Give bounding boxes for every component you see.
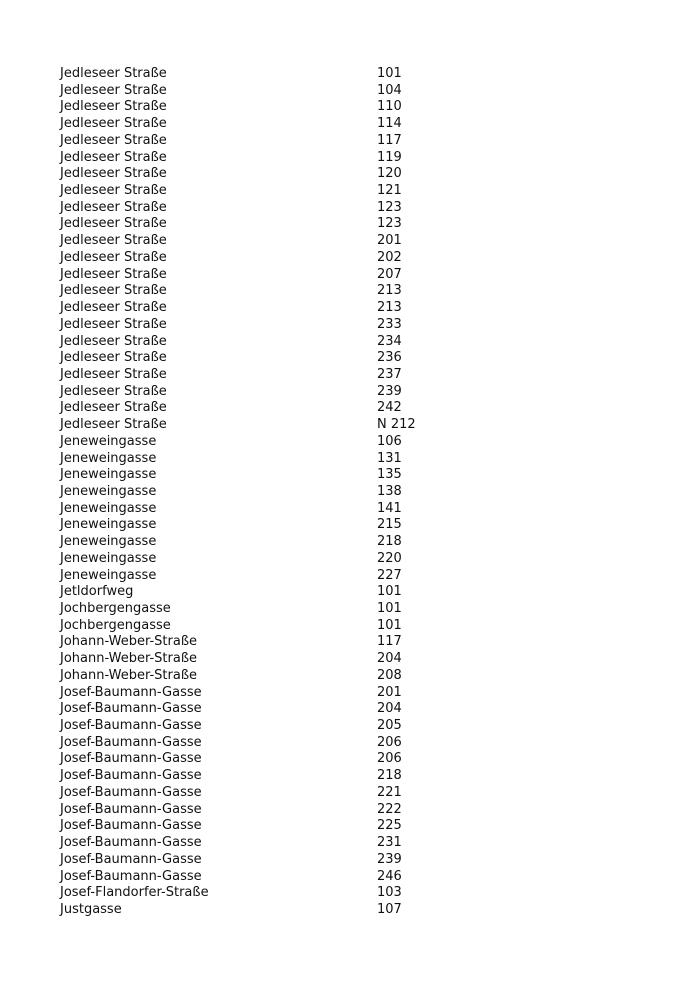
list-item — [60, 233, 660, 250]
list-item — [60, 685, 660, 702]
list-item — [60, 66, 660, 83]
list-item — [60, 718, 660, 735]
list-item — [60, 83, 660, 100]
house-number: 106 — [377, 433, 402, 449]
street-name: Jedleseer Straße — [60, 216, 167, 232]
list-item — [60, 751, 660, 768]
list-item — [60, 534, 660, 551]
list-item — [60, 384, 660, 401]
house-number: 135 — [377, 467, 402, 483]
house-number: 233 — [377, 316, 402, 332]
street-name: Jeneweingasse — [60, 483, 157, 499]
street-name: Josef-Baumann-Gasse — [60, 801, 202, 817]
list-item — [60, 250, 660, 267]
street-name: Josef-Baumann-Gasse — [60, 718, 202, 734]
list-item — [60, 501, 660, 518]
street-name: Jedleseer Straße — [60, 283, 167, 299]
list-item — [60, 835, 660, 852]
street-name: Josef-Baumann-Gasse — [60, 851, 202, 867]
house-number: 222 — [377, 801, 402, 817]
list-item — [60, 668, 660, 685]
list-item — [60, 785, 660, 802]
list-item — [60, 517, 660, 534]
street-name: Jedleseer Straße — [60, 183, 167, 199]
house-number: 204 — [377, 651, 402, 667]
street-name: Jedleseer Straße — [60, 383, 167, 399]
house-number: 110 — [377, 99, 402, 115]
list-item — [60, 417, 660, 434]
house-number: 101 — [377, 584, 402, 600]
list-item — [60, 200, 660, 217]
list-item — [60, 618, 660, 635]
house-number: 234 — [377, 333, 402, 349]
street-name: Jeneweingasse — [60, 450, 157, 466]
list-item — [60, 634, 660, 651]
house-number: 206 — [377, 751, 402, 767]
street-name: Johann-Weber-Straße — [60, 667, 198, 683]
house-number: 101 — [377, 66, 402, 81]
list-item — [60, 300, 660, 317]
street-name: Jetldorfweg — [60, 584, 134, 600]
list-item — [60, 768, 660, 785]
street-name: Jedleseer Straße — [60, 66, 167, 81]
house-number: 117 — [377, 634, 402, 650]
house-number: 141 — [377, 500, 402, 516]
list-item — [60, 166, 660, 183]
house-number: 220 — [377, 550, 402, 566]
house-number: 117 — [377, 132, 402, 148]
list-item — [60, 317, 660, 334]
house-number: 120 — [377, 166, 402, 182]
house-number: 201 — [377, 233, 402, 249]
list-item — [60, 601, 660, 618]
list-item — [60, 885, 660, 902]
street-name: Jedleseer Straße — [60, 199, 167, 215]
street-name: Josef-Baumann-Gasse — [60, 868, 202, 884]
street-name: Jeneweingasse — [60, 534, 157, 550]
house-number: 131 — [377, 450, 402, 466]
list-item — [60, 216, 660, 233]
house-number: 218 — [377, 768, 402, 784]
street-name: Josef-Baumann-Gasse — [60, 835, 202, 851]
list-item — [60, 400, 660, 417]
list-item — [60, 802, 660, 819]
street-name: Jedleseer Straße — [60, 149, 167, 165]
street-name: Jeneweingasse — [60, 433, 157, 449]
house-number: N 212 — [377, 417, 416, 433]
list-item — [60, 116, 660, 133]
house-number: 101 — [377, 601, 402, 616]
house-number: 206 — [377, 734, 402, 750]
list-item — [60, 451, 660, 468]
house-number: 138 — [377, 483, 402, 499]
street-list — [60, 66, 660, 919]
house-number: 246 — [377, 868, 402, 884]
list-item — [60, 869, 660, 886]
street-name: Jedleseer Straße — [60, 266, 167, 282]
house-number: 208 — [377, 667, 402, 683]
street-name: Jedleseer Straße — [60, 233, 167, 249]
list-item — [60, 467, 660, 484]
house-number: 204 — [377, 701, 402, 717]
street-name: Jedleseer Straße — [60, 417, 167, 433]
list-item — [60, 267, 660, 284]
house-number: 205 — [377, 718, 402, 734]
house-number: 103 — [377, 885, 402, 901]
street-name: Jedleseer Straße — [60, 350, 167, 366]
street-name: Jedleseer Straße — [60, 400, 167, 416]
street-name: Johann-Weber-Straße — [60, 651, 198, 667]
street-name: Josef-Baumann-Gasse — [60, 751, 202, 767]
house-number: 107 — [377, 901, 402, 917]
house-number: 239 — [377, 851, 402, 867]
street-name: Jedleseer Straße — [60, 82, 167, 98]
list-item — [60, 484, 660, 501]
street-name: Jochbergengasse — [60, 601, 171, 616]
house-number: 218 — [377, 534, 402, 550]
house-number: 221 — [377, 784, 402, 800]
list-item — [60, 701, 660, 718]
list-item — [60, 367, 660, 384]
list-item — [60, 99, 660, 116]
street-name: Jedleseer Straße — [60, 300, 167, 316]
list-item — [60, 150, 660, 167]
list-item — [60, 902, 660, 919]
street-name: Jedleseer Straße — [60, 333, 167, 349]
house-number: 104 — [377, 82, 402, 98]
street-name: Josef-Baumann-Gasse — [60, 734, 202, 750]
street-name: Jeneweingasse — [60, 467, 157, 483]
house-number: 225 — [377, 818, 402, 834]
house-number: 201 — [377, 684, 402, 700]
street-name: Jedleseer Straße — [60, 116, 167, 132]
house-number: 101 — [377, 617, 402, 633]
street-name: Jeneweingasse — [60, 517, 157, 533]
house-number: 114 — [377, 116, 402, 132]
list-item — [60, 551, 660, 568]
list-item — [60, 133, 660, 150]
street-name: Jedleseer Straße — [60, 316, 167, 332]
house-number: 236 — [377, 350, 402, 366]
house-number: 123 — [377, 199, 402, 215]
house-number: 213 — [377, 283, 402, 299]
house-number: 207 — [377, 266, 402, 282]
house-number: 123 — [377, 216, 402, 232]
list-item — [60, 334, 660, 351]
list-item — [60, 852, 660, 869]
house-number: 119 — [377, 149, 402, 165]
list-item — [60, 350, 660, 367]
list-item — [60, 735, 660, 752]
street-name: Jeneweingasse — [60, 550, 157, 566]
house-number: 202 — [377, 249, 402, 265]
house-number: 237 — [377, 366, 402, 382]
house-number: 213 — [377, 300, 402, 316]
street-name: Jochbergengasse — [60, 617, 171, 633]
list-item — [60, 584, 660, 601]
street-name: Jeneweingasse — [60, 567, 157, 583]
list-item — [60, 568, 660, 585]
house-number: 239 — [377, 383, 402, 399]
street-name: Jeneweingasse — [60, 500, 157, 516]
street-name: Josef-Baumann-Gasse — [60, 784, 202, 800]
list-item — [60, 818, 660, 835]
street-name: Josef-Baumann-Gasse — [60, 684, 202, 700]
list-item — [60, 434, 660, 451]
street-name: Johann-Weber-Straße — [60, 634, 198, 650]
house-number: 121 — [377, 183, 402, 199]
street-name: Josef-Baumann-Gasse — [60, 701, 202, 717]
street-name: Josef-Flandorfer-Straße — [60, 885, 209, 901]
street-name: Josef-Baumann-Gasse — [60, 818, 202, 834]
house-number: 227 — [377, 567, 402, 583]
list-item — [60, 283, 660, 300]
list-item — [60, 183, 660, 200]
house-number: 231 — [377, 835, 402, 851]
street-name: Jedleseer Straße — [60, 99, 167, 115]
street-name: Jedleseer Straße — [60, 249, 167, 265]
street-name: Jedleseer Straße — [60, 366, 167, 382]
house-number: 242 — [377, 400, 402, 416]
list-item — [60, 651, 660, 668]
street-name: Josef-Baumann-Gasse — [60, 768, 202, 784]
street-name: Jedleseer Straße — [60, 132, 167, 148]
house-number: 215 — [377, 517, 402, 533]
street-name: Jedleseer Straße — [60, 166, 167, 182]
street-name: Justgasse — [60, 901, 122, 917]
